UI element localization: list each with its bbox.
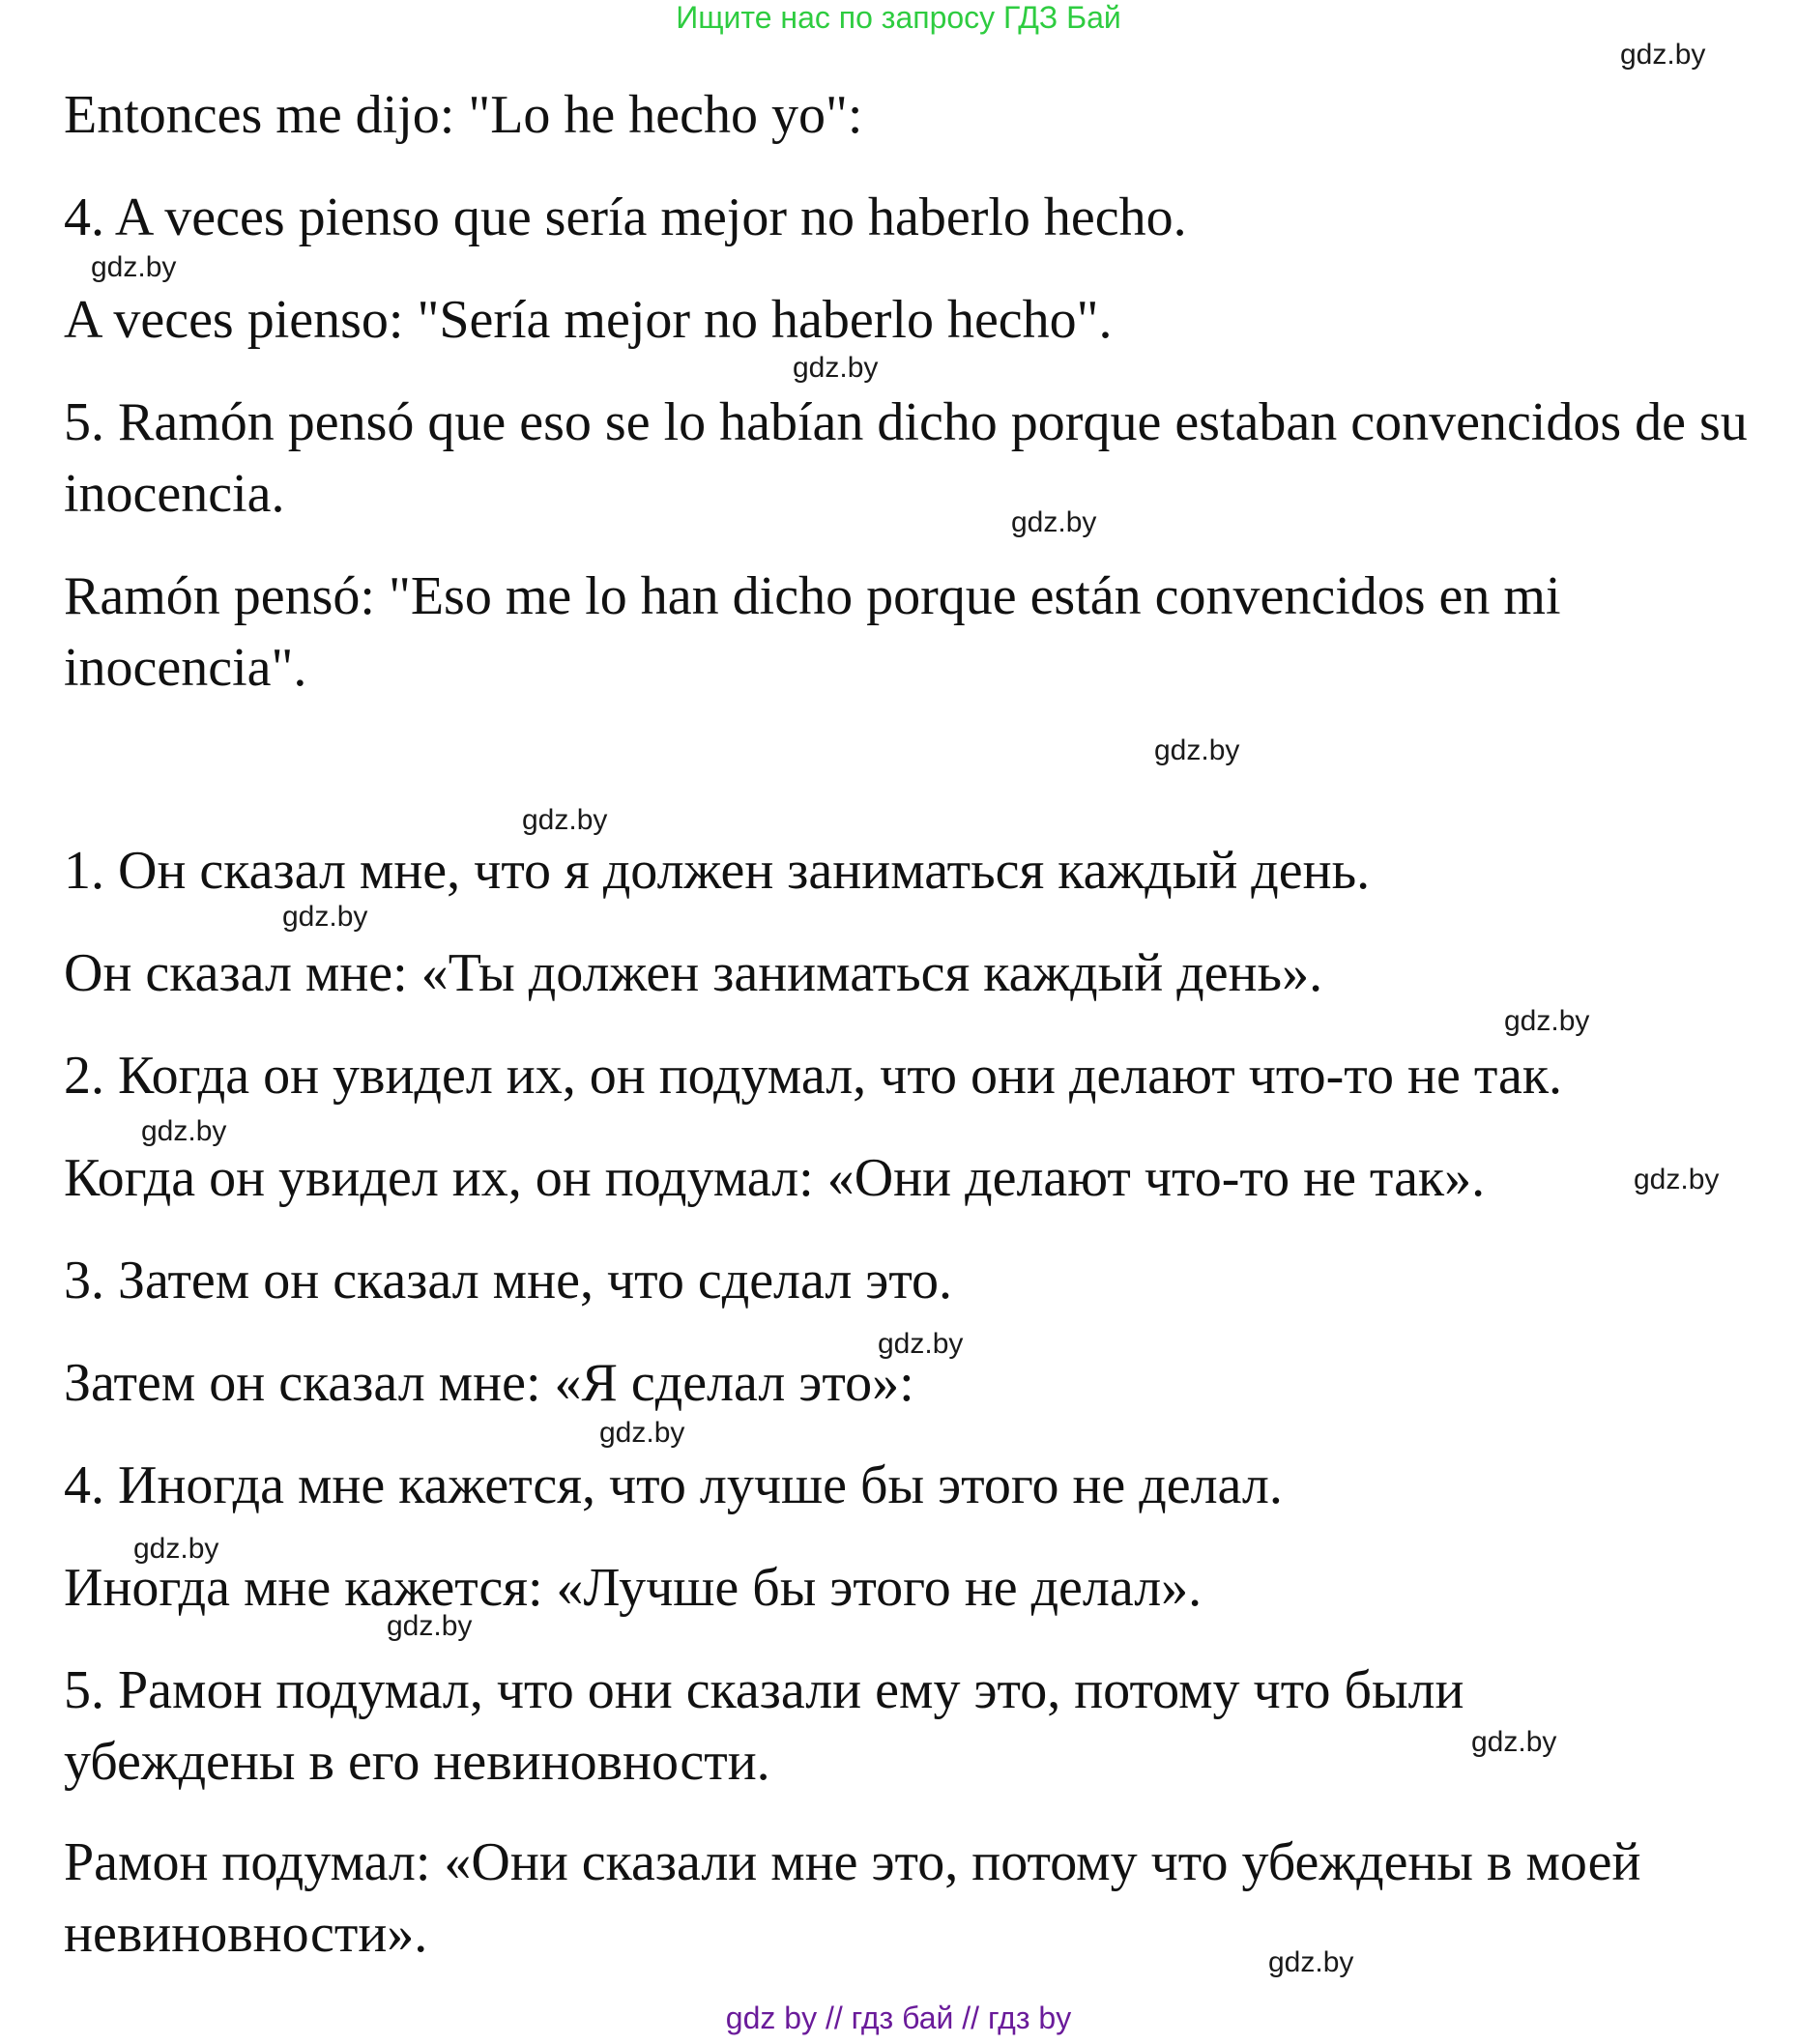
text-paragraph: 5. Ramón pensó que eso se lo habían dicho porque estaban convencidos de su inocencia. bbox=[64, 392, 1748, 524]
text-line: 4. Иногда мне кажется, что лучше бы этого не делал. bbox=[64, 1455, 1283, 1515]
watermark: gdz.by bbox=[599, 1417, 685, 1449]
footer-links: gdz by // гдз бай // гдз by bbox=[725, 2001, 1072, 2035]
watermark: gdz.by bbox=[793, 352, 879, 384]
text-line: 2. Когда он увидел их, он подумал, что они делают что-то не так. bbox=[64, 1046, 1563, 1106]
watermark: gdz.by bbox=[1634, 1164, 1720, 1195]
watermark: gdz.by bbox=[1268, 1946, 1354, 1978]
text-line: 1. Он сказал мне, что я должен заниматься каждый день. bbox=[64, 841, 1371, 901]
text-line: Затем он сказал мне: «Я сделал это»: bbox=[64, 1353, 914, 1413]
watermark: gdz.by bbox=[282, 901, 368, 933]
watermark: gdz.by bbox=[133, 1533, 219, 1565]
watermark: gdz.by bbox=[1504, 1005, 1590, 1037]
text-line: 3. Затем он сказал мне, что сделал это. bbox=[64, 1251, 953, 1310]
watermark: gdz.by bbox=[1620, 39, 1706, 71]
watermark: gdz.by bbox=[1011, 506, 1097, 538]
text-line: A veces pienso: "Sería mejor no haberlo hecho". bbox=[64, 290, 1113, 350]
watermark: gdz.by bbox=[91, 251, 177, 283]
text-paragraph: 5. Рамон подумал, что они сказали ему это, потому что были убеждены в его невиновности. bbox=[64, 1660, 1464, 1792]
watermark: gdz.by bbox=[141, 1115, 227, 1147]
text-line: Entonces me dijo: "Lo he hecho yo": bbox=[64, 85, 863, 145]
watermark: gdz.by bbox=[387, 1610, 473, 1642]
text-line: Иногда мне кажется: «Лучше бы этого не делал». bbox=[64, 1558, 1203, 1618]
watermark: gdz.by bbox=[1471, 1726, 1557, 1758]
watermark: gdz.by bbox=[1154, 734, 1240, 766]
watermark: gdz.by bbox=[522, 804, 608, 836]
watermark: gdz.by bbox=[878, 1328, 964, 1360]
text-paragraph: Ramón pensó: "Eso me lo han dicho porque están convencidos en mi inocencia". bbox=[64, 566, 1561, 698]
text-line: 4. A veces pienso que sería mejor no haberlo hecho. bbox=[64, 187, 1187, 247]
search-banner: Ищите нас по запросу ГДЗ Бай bbox=[676, 0, 1121, 35]
text-line: Он сказал мне: «Ты должен заниматься каждый день». bbox=[64, 943, 1323, 1003]
text-line: Когда он увидел их, он подумал: «Они делают что-то не так». bbox=[64, 1148, 1486, 1208]
text-paragraph: Рамон подумал: «Они сказали мне это, потому что убеждены в моей невиновности». bbox=[64, 1832, 1641, 1964]
